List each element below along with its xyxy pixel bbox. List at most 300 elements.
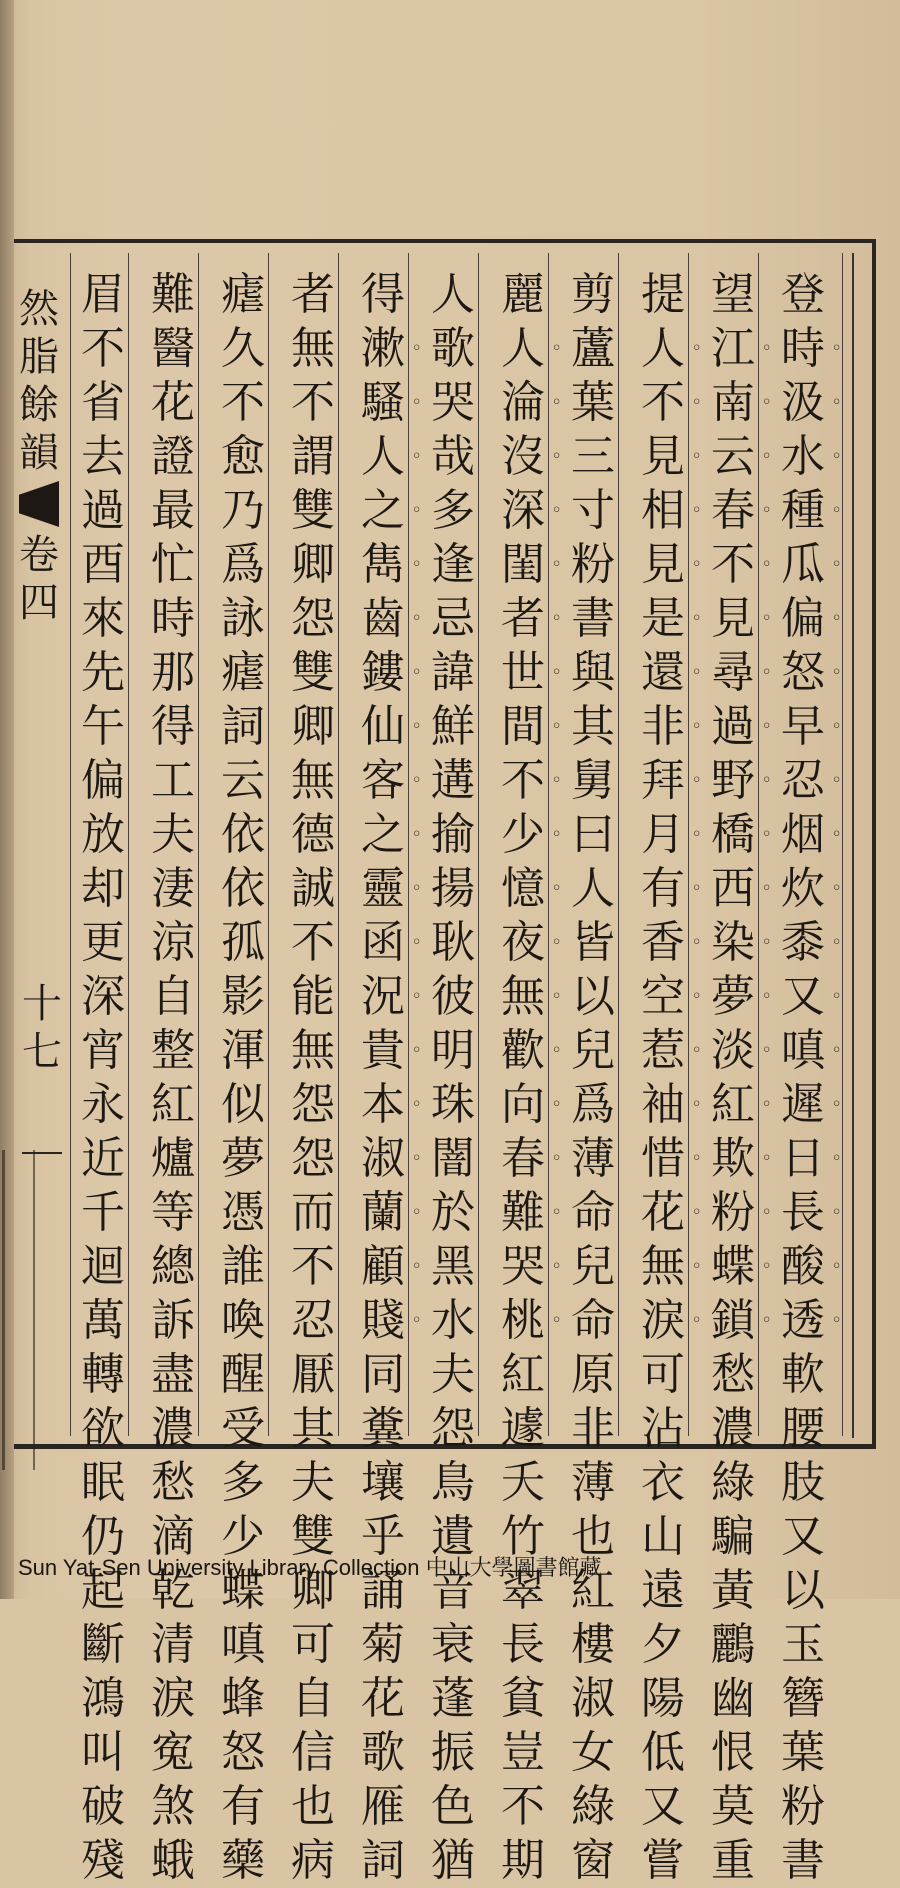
glyph: 哉 bbox=[431, 431, 475, 482]
glyph: 偏 bbox=[81, 755, 125, 806]
glyph: 嗔 bbox=[221, 1619, 265, 1670]
glyph: 種 ◦ bbox=[778, 484, 828, 538]
glyph: 淑 ◦ bbox=[358, 1132, 408, 1186]
glyph: 得 bbox=[151, 701, 195, 752]
glyph: 空 ◦ bbox=[638, 970, 688, 1024]
glyph: 詞 bbox=[221, 701, 265, 752]
glyph: 早 ◦ bbox=[778, 700, 828, 754]
glyph: 清 bbox=[151, 1619, 195, 1670]
glyph: 逢 bbox=[431, 539, 475, 590]
glyph: 偏 ◦ bbox=[778, 592, 828, 646]
glyph: 病 bbox=[291, 1835, 335, 1886]
glyph: 最 bbox=[151, 485, 195, 536]
glyph: 遘 bbox=[431, 755, 475, 806]
glyph: 色 bbox=[431, 1781, 475, 1832]
glyph: 剪 bbox=[571, 269, 615, 320]
glyph: 來 bbox=[81, 593, 125, 644]
glyph: 水 bbox=[431, 1295, 475, 1346]
glyph: 怨 bbox=[291, 1133, 335, 1184]
glyph: 三 bbox=[571, 431, 615, 482]
glyph: 汲 ◦ bbox=[778, 376, 828, 430]
glyph: 竹 bbox=[501, 1511, 545, 1562]
text-column bbox=[564, 268, 622, 1886]
glyph: 黍 ◦ bbox=[778, 916, 828, 970]
text-column bbox=[144, 268, 202, 1886]
glyph: 哭 bbox=[431, 377, 475, 428]
glyph: 闇 bbox=[431, 1133, 475, 1184]
glyph: 難 bbox=[151, 269, 195, 320]
glyph: 長 ◦ bbox=[778, 1186, 828, 1240]
glyph: 歌 bbox=[431, 323, 475, 374]
glyph: 寃 bbox=[151, 1727, 195, 1778]
glyph: 過 bbox=[81, 485, 125, 536]
glyph: 低 bbox=[641, 1727, 685, 1778]
glyph: 不 ◦ bbox=[498, 754, 548, 808]
glyph: 省 bbox=[81, 377, 125, 428]
glyph: 夢 ◦ bbox=[708, 970, 758, 1024]
glyph: 更 bbox=[81, 917, 125, 968]
glyph: 怨 bbox=[291, 1079, 335, 1130]
glyph: 袖 ◦ bbox=[638, 1078, 688, 1132]
glyph: 炊 ◦ bbox=[778, 862, 828, 916]
glyph: 爐 bbox=[151, 1133, 195, 1184]
glyph: 等 bbox=[151, 1187, 195, 1238]
glyph: 野 ◦ bbox=[708, 754, 758, 808]
glyph: 蘭 ◦ bbox=[358, 1186, 408, 1240]
glyph: 粉 ◦ bbox=[708, 1186, 758, 1240]
glyph: 江 ◦ bbox=[708, 322, 758, 376]
glyph: 人 ◦ bbox=[358, 430, 408, 484]
glyph: 與 bbox=[571, 647, 615, 698]
glyph: 客 ◦ bbox=[358, 754, 408, 808]
glyph: 歌 bbox=[361, 1727, 405, 1778]
glyph: 夫 bbox=[151, 809, 195, 860]
glyph: 殘 bbox=[81, 1835, 125, 1886]
glyph: 綠 bbox=[711, 1457, 755, 1508]
glyph: 桃 ◦ bbox=[498, 1294, 548, 1348]
glyph: 滴 bbox=[151, 1511, 195, 1562]
glyph: 不 bbox=[81, 323, 125, 374]
glyph: 而 bbox=[291, 1187, 335, 1238]
glyph: 貴 ◦ bbox=[358, 1024, 408, 1078]
glyph: 却 bbox=[81, 863, 125, 914]
glyph: 欺 ◦ bbox=[708, 1132, 758, 1186]
glyph: 鸝 bbox=[711, 1619, 755, 1670]
glyph: 肢 bbox=[781, 1457, 825, 1508]
glyph: 書 bbox=[571, 593, 615, 644]
glyph: 不 ◦ bbox=[708, 538, 758, 592]
glyph: 以 bbox=[571, 971, 615, 1022]
glyph: 多 bbox=[431, 485, 475, 536]
glyph: 粉 bbox=[571, 539, 615, 590]
glyph: 騙 bbox=[711, 1511, 755, 1562]
glyph: 又 bbox=[781, 1511, 825, 1562]
glyph: 花 bbox=[361, 1673, 405, 1724]
glyph: 揚 bbox=[431, 863, 475, 914]
glyph: 翠 bbox=[501, 1565, 545, 1616]
page-number-char: 十 bbox=[22, 981, 62, 1027]
glyph: 黃 bbox=[711, 1565, 755, 1616]
glyph: 淚 bbox=[151, 1673, 195, 1724]
glyph: 德 bbox=[291, 809, 335, 860]
glyph: 詞 bbox=[361, 1835, 405, 1886]
glyph: 起 bbox=[81, 1565, 125, 1616]
glyph: 陽 bbox=[641, 1673, 685, 1724]
glyph: 橋 ◦ bbox=[708, 808, 758, 862]
glyph: 厭 bbox=[291, 1349, 335, 1400]
glyph: 惹 ◦ bbox=[638, 1024, 688, 1078]
glyph: 眉 bbox=[81, 269, 125, 320]
glyph: 可 bbox=[291, 1619, 335, 1670]
glyph: 同 bbox=[361, 1349, 405, 1400]
glyph: 沒 ◦ bbox=[498, 430, 548, 484]
glyph: 醒 bbox=[221, 1349, 265, 1400]
glyph: 宵 bbox=[81, 1025, 125, 1076]
glyph: 憶 ◦ bbox=[498, 862, 548, 916]
glyph: 影 bbox=[221, 971, 265, 1022]
glyph: 愈 bbox=[221, 431, 265, 482]
glyph: 瓜 ◦ bbox=[778, 538, 828, 592]
glyph: 乾 bbox=[151, 1565, 195, 1616]
glyph: 淚 ◦ bbox=[638, 1294, 688, 1348]
glyph: 深 ◦ bbox=[498, 484, 548, 538]
glyph: 夜 ◦ bbox=[498, 916, 548, 970]
glyph: 登 bbox=[781, 269, 825, 320]
glyph: 紅 bbox=[151, 1079, 195, 1130]
glyph: 濃 bbox=[151, 1403, 195, 1454]
glyph: 間 ◦ bbox=[498, 700, 548, 754]
glyph: 忍 bbox=[291, 1295, 335, 1346]
glyph: 誠 bbox=[291, 863, 335, 914]
glyph: 綠 bbox=[571, 1781, 615, 1832]
glyph: 菊 bbox=[361, 1619, 405, 1670]
glyph: 命 bbox=[571, 1295, 615, 1346]
glyph: 皆 bbox=[571, 917, 615, 968]
glyph: 不 bbox=[291, 377, 335, 428]
glyph: 有 bbox=[221, 1781, 265, 1832]
text-column bbox=[634, 268, 692, 1886]
glyph: 於 bbox=[431, 1187, 475, 1238]
glyph: 人 ◦ bbox=[638, 322, 688, 376]
glyph: 放 bbox=[81, 809, 125, 860]
glyph: 不 bbox=[221, 377, 265, 428]
glyph: 春 ◦ bbox=[708, 484, 758, 538]
page-number bbox=[18, 980, 66, 1076]
glyph: 孤 bbox=[221, 917, 265, 968]
glyph: 煞 bbox=[151, 1781, 195, 1832]
glyph: 舅 bbox=[571, 755, 615, 806]
glyph: 怨 bbox=[291, 593, 335, 644]
glyph: 透 ◦ bbox=[778, 1294, 828, 1348]
glyph: 蝶 bbox=[221, 1565, 265, 1616]
glyph: 齒 ◦ bbox=[358, 592, 408, 646]
glyph: 鮮 bbox=[431, 701, 475, 752]
glyph: 兒 bbox=[571, 1025, 615, 1076]
glyph: 花 ◦ bbox=[638, 1186, 688, 1240]
glyph: 自 bbox=[151, 971, 195, 1022]
glyph: 粉 bbox=[781, 1781, 825, 1832]
glyph: 閨 ◦ bbox=[498, 538, 548, 592]
glyph: 久 bbox=[221, 323, 265, 374]
glyph: 之 ◦ bbox=[358, 484, 408, 538]
glyph: 忌 bbox=[431, 593, 475, 644]
glyph: 忍 ◦ bbox=[778, 754, 828, 808]
glyph: 誰 bbox=[221, 1241, 265, 1292]
glyph: 雙 bbox=[291, 1511, 335, 1562]
glyph: 少 bbox=[221, 1511, 265, 1562]
glyph: 不 bbox=[291, 917, 335, 968]
glyph: 萬 bbox=[81, 1295, 125, 1346]
glyph: 夢 bbox=[221, 1133, 265, 1184]
glyph: 受 bbox=[221, 1403, 265, 1454]
glyph: 遽 bbox=[501, 1403, 545, 1454]
text-column bbox=[284, 268, 342, 1886]
glyph: 月 ◦ bbox=[638, 808, 688, 862]
glyph: 喚 bbox=[221, 1295, 265, 1346]
glyph: 寸 bbox=[571, 485, 615, 536]
glyph: 能 bbox=[291, 971, 335, 1022]
glyph: 愁 bbox=[151, 1457, 195, 1508]
glyph: 人 ◦ bbox=[498, 322, 548, 376]
glyph: 揄 bbox=[431, 809, 475, 860]
glyph: 似 bbox=[221, 1079, 265, 1130]
glyph: 永 bbox=[81, 1079, 125, 1130]
glyph: 顧 ◦ bbox=[358, 1240, 408, 1294]
glyph: 不 bbox=[291, 1241, 335, 1292]
glyph: 無 ◦ bbox=[498, 970, 548, 1024]
glyph: 仙 ◦ bbox=[358, 700, 408, 754]
glyph: 嗔 ◦ bbox=[778, 1024, 828, 1078]
glyph: 不 bbox=[501, 1781, 545, 1832]
glyph: 書 bbox=[781, 1835, 825, 1886]
glyph: 葉 bbox=[571, 377, 615, 428]
page-number-rule bbox=[22, 1152, 62, 1154]
glyph: 蛾 bbox=[151, 1835, 195, 1886]
glyph: 欲 bbox=[81, 1403, 125, 1454]
glyph: 遺 bbox=[431, 1511, 475, 1562]
glyph: 深 bbox=[81, 971, 125, 1022]
glyph: 春 ◦ bbox=[498, 1132, 548, 1186]
glyph: 貧 bbox=[501, 1673, 545, 1724]
margin-title-char: 脂 bbox=[19, 334, 59, 380]
glyph: 騷 ◦ bbox=[358, 376, 408, 430]
glyph: 云 bbox=[221, 755, 265, 806]
page-number-char: 七 bbox=[22, 1029, 62, 1075]
glyph: 壤 bbox=[361, 1457, 405, 1508]
glyph: 烟 ◦ bbox=[778, 808, 828, 862]
glyph: 水 ◦ bbox=[778, 430, 828, 484]
margin-title bbox=[16, 285, 62, 627]
glyph: 麗 bbox=[501, 269, 545, 320]
glyph: 怒 ◦ bbox=[778, 646, 828, 700]
glyph: 西 ◦ bbox=[708, 862, 758, 916]
glyph: 轉 bbox=[81, 1349, 125, 1400]
glyph: 人 bbox=[431, 269, 475, 320]
glyph: 淒 bbox=[151, 863, 195, 914]
glyph: 日 ◦ bbox=[778, 1132, 828, 1186]
glyph: 淑 bbox=[571, 1673, 615, 1724]
glyph: 期 bbox=[501, 1835, 545, 1886]
glyph: 望 bbox=[711, 269, 755, 320]
text-column bbox=[774, 268, 832, 1886]
glyph: 音 bbox=[431, 1565, 475, 1616]
text-column bbox=[424, 268, 482, 1886]
glyph: 依 bbox=[221, 863, 265, 914]
glyph: 還 ◦ bbox=[638, 646, 688, 700]
glyph: 夕 bbox=[641, 1619, 685, 1670]
glyph: 雙 bbox=[291, 647, 335, 698]
glyph: 見 ◦ bbox=[708, 592, 758, 646]
glyph: 幽 bbox=[711, 1673, 755, 1724]
glyph: 猶 bbox=[431, 1835, 475, 1886]
glyph: 夫 bbox=[431, 1349, 475, 1400]
glyph: 瘧 bbox=[221, 269, 265, 320]
glyph: 云 ◦ bbox=[708, 430, 758, 484]
glyph: 雁 bbox=[361, 1781, 405, 1832]
glyph: 愁 bbox=[711, 1349, 755, 1400]
glyph: 尋 ◦ bbox=[708, 646, 758, 700]
glyph: 明 bbox=[431, 1025, 475, 1076]
glyph: 謂 bbox=[291, 431, 335, 482]
glyph: 耿 bbox=[431, 917, 475, 968]
glyph: 世 ◦ bbox=[498, 646, 548, 700]
glyph: 紅 bbox=[571, 1565, 615, 1616]
glyph: 以 bbox=[781, 1565, 825, 1616]
text-column bbox=[214, 268, 272, 1886]
glyph: 藥 bbox=[221, 1835, 265, 1886]
glyph: 莫 bbox=[711, 1781, 755, 1832]
glyph: 葉 bbox=[781, 1727, 825, 1778]
glyph: 瘧 bbox=[221, 647, 265, 698]
glyph: 無 bbox=[291, 755, 335, 806]
glyph: 怒 bbox=[221, 1727, 265, 1778]
glyph: 惜 ◦ bbox=[638, 1132, 688, 1186]
glyph: 靈 ◦ bbox=[358, 862, 408, 916]
glyph: 相 ◦ bbox=[638, 484, 688, 538]
glyph: 少 ◦ bbox=[498, 808, 548, 862]
glyph: 自 bbox=[291, 1673, 335, 1724]
glyph: 依 bbox=[221, 809, 265, 860]
glyph: 女 bbox=[571, 1727, 615, 1778]
glyph: 人 bbox=[571, 863, 615, 914]
glyph: 卿 bbox=[291, 701, 335, 752]
glyph: 沾 bbox=[641, 1403, 685, 1454]
glyph: 恨 bbox=[711, 1727, 755, 1778]
glyph: 腰 bbox=[781, 1403, 825, 1454]
library-watermark: Sun Yat-Sen University Library Collection 中山大學圖書館藏 bbox=[18, 1555, 602, 1580]
glyph: 歡 ◦ bbox=[498, 1024, 548, 1078]
glyph: 渾 bbox=[221, 1025, 265, 1076]
glyph: 叫 bbox=[81, 1727, 125, 1778]
glyph: 訴 bbox=[151, 1295, 195, 1346]
glyph: 嘗 bbox=[641, 1835, 685, 1886]
glyph: 爲 bbox=[221, 539, 265, 590]
glyph: 去 bbox=[81, 431, 125, 482]
glyph: 鎖 ◦ bbox=[708, 1294, 758, 1348]
glyph: 眠 bbox=[81, 1457, 125, 1508]
glyph: 紅 ◦ bbox=[708, 1078, 758, 1132]
glyph: 漱 ◦ bbox=[358, 322, 408, 376]
glyph: 紅 bbox=[501, 1349, 545, 1400]
glyph: 近 bbox=[81, 1133, 125, 1184]
glyph: 淡 ◦ bbox=[708, 1024, 758, 1078]
glyph: 雙 bbox=[291, 485, 335, 536]
glyph: 振 bbox=[431, 1727, 475, 1778]
glyph: 彼 bbox=[431, 971, 475, 1022]
glyph: 鳥 bbox=[431, 1457, 475, 1508]
glyph: 證 bbox=[151, 431, 195, 482]
glyph: 原 bbox=[571, 1349, 615, 1400]
glyph: 見 ◦ bbox=[638, 430, 688, 484]
glyph: 忙 bbox=[151, 539, 195, 590]
glyph: 破 bbox=[81, 1781, 125, 1832]
volume-char: 卷 bbox=[19, 532, 59, 578]
glyph: 樓 bbox=[571, 1619, 615, 1670]
glyph: 豈 bbox=[501, 1727, 545, 1778]
glyph: 是 ◦ bbox=[638, 592, 688, 646]
glyph: 蜂 bbox=[221, 1673, 265, 1724]
glyph: 曰 bbox=[571, 809, 615, 860]
glyph: 遠 bbox=[641, 1565, 685, 1616]
glyph: 重 bbox=[711, 1835, 755, 1886]
glyph: 午 bbox=[81, 701, 125, 752]
glyph: 夫 bbox=[291, 1457, 335, 1508]
glyph: 誦 bbox=[361, 1565, 405, 1616]
glyph: 也 bbox=[571, 1511, 615, 1562]
glyph: 哭 ◦ bbox=[498, 1240, 548, 1294]
glyph: 先 bbox=[81, 647, 125, 698]
glyph: 無 bbox=[291, 323, 335, 374]
glyph: 酉 bbox=[81, 539, 125, 590]
glyph: 無 ◦ bbox=[638, 1240, 688, 1294]
glyph: 鏤 ◦ bbox=[358, 646, 408, 700]
glyph: 醫 bbox=[151, 323, 195, 374]
glyph: 酸 ◦ bbox=[778, 1240, 828, 1294]
glyph: 函 ◦ bbox=[358, 916, 408, 970]
glyph: 衰 bbox=[431, 1619, 475, 1670]
glyph: 軟 bbox=[781, 1349, 825, 1400]
glyph: 簪 bbox=[781, 1673, 825, 1724]
glyph: 涼 bbox=[151, 917, 195, 968]
glyph: 窗 bbox=[571, 1835, 615, 1886]
glyph: 可 bbox=[641, 1349, 685, 1400]
glyph: 爲 bbox=[571, 1079, 615, 1130]
glyph: 鴻 bbox=[81, 1673, 125, 1724]
glyph: 卿 bbox=[291, 1565, 335, 1616]
glyph: 況 ◦ bbox=[358, 970, 408, 1024]
glyph: 命 bbox=[571, 1187, 615, 1238]
glyph: 賤 ◦ bbox=[358, 1294, 408, 1348]
margin-title-char: 韻 bbox=[19, 430, 59, 476]
glyph: 工 bbox=[151, 755, 195, 806]
glyph: 薄 bbox=[571, 1457, 615, 1508]
column-rule bbox=[70, 253, 71, 1436]
glyph: 盡 bbox=[151, 1349, 195, 1400]
glyph: 向 ◦ bbox=[498, 1078, 548, 1132]
glyph: 難 ◦ bbox=[498, 1186, 548, 1240]
glyph: 也 bbox=[291, 1781, 335, 1832]
glyph: 不 ◦ bbox=[638, 376, 688, 430]
glyph: 憑 bbox=[221, 1187, 265, 1238]
glyph: 糞 bbox=[361, 1403, 405, 1454]
glyph: 蓬 bbox=[431, 1673, 475, 1724]
glyph: 夭 bbox=[501, 1457, 545, 1508]
glyph: 其 bbox=[291, 1403, 335, 1454]
column-rule bbox=[842, 253, 843, 1436]
text-column bbox=[704, 268, 762, 1886]
glyph: 玉 bbox=[781, 1619, 825, 1670]
glyph: 淪 ◦ bbox=[498, 376, 548, 430]
